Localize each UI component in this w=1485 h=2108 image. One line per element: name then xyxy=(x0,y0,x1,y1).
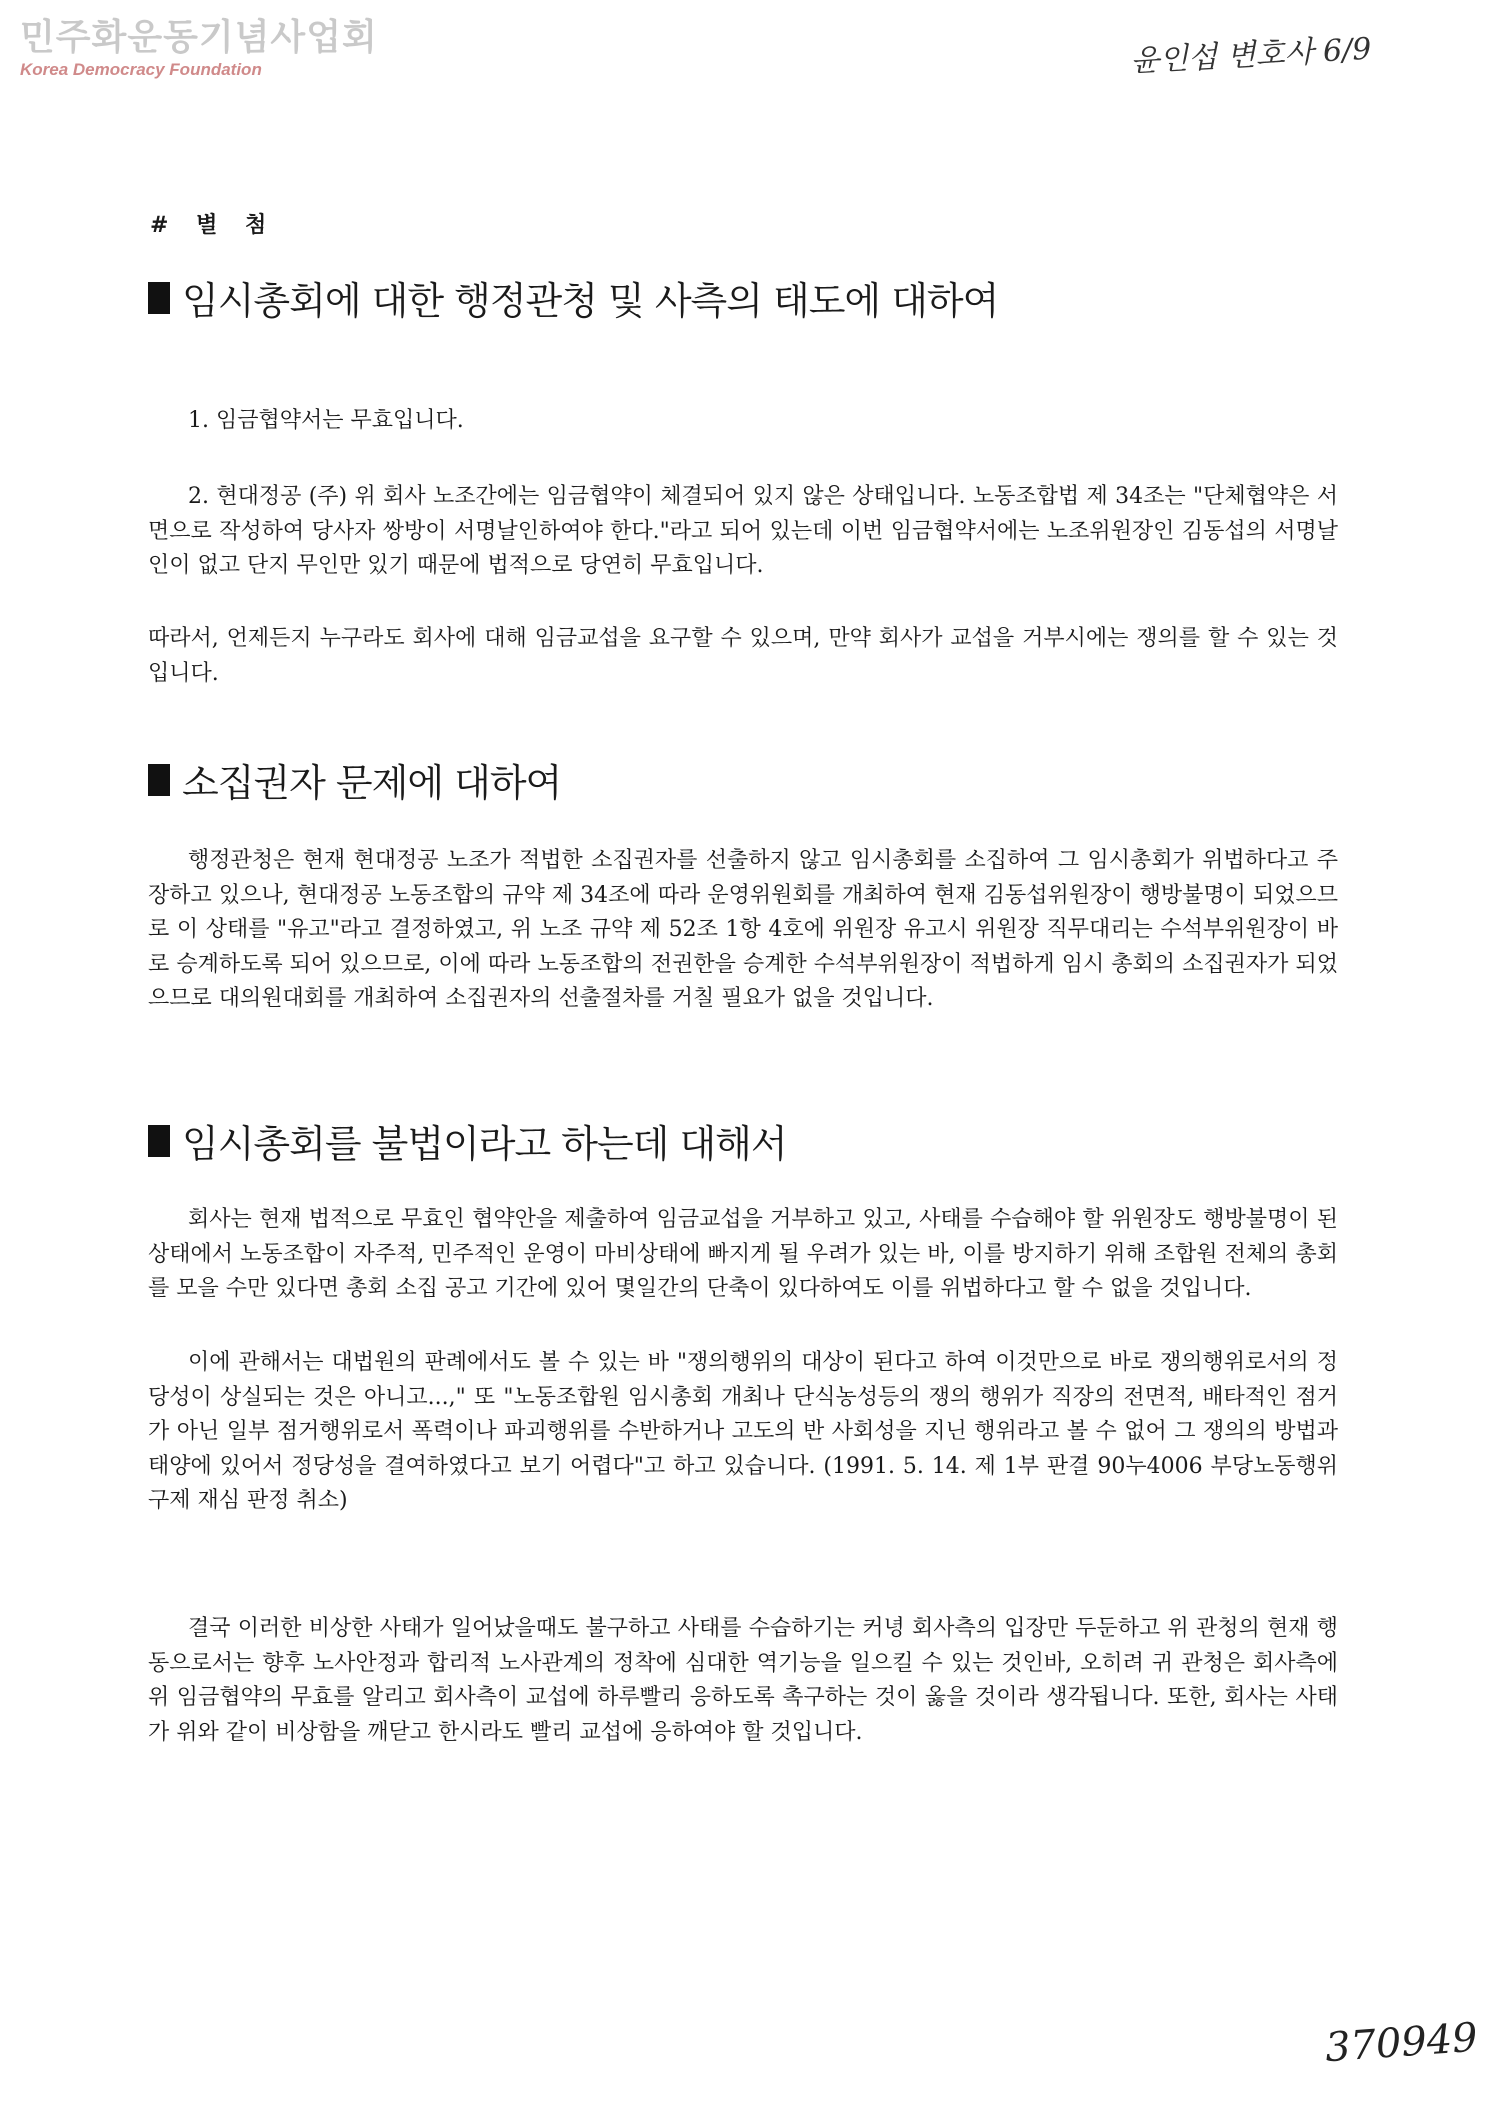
section-1-heading xyxy=(148,270,998,325)
section-2-body: 행정관청은 현재 현대정공 노조가 적법한 소집권자를 선출하지 않고 임시총회를 소집하여 그 임시총회가 위법하다고 주장하고 있으나, 현대정공 노동조합의 규약 제 34조에 따라 운영위원회를 개최하여 현재 김동섭위원장이 행방불명이 되었으므로 이 상태를 "유고"라고 결정하였고, 위 노조 규약 제 52조 1항 4호에 위원장 유고시 위원장 직무대리는 수석부위원장이 바로 승계하도록 되어 있으므로, 이에 따라 노동조합의 전권한을 승계한 수석부위원장이 적법하게 임시 총회의 소집권자가 되었으므로 대의원대회를 개최하여 소집권자의 선출절차를 거칠 필요가 없을 것입니다. xyxy=(148,848,1338,1012)
section-1-title: 임시총회에 대한 행정관청 및 사측의 태도에 대하여 xyxy=(182,279,999,323)
section-2-title: 소집권자 문제에 대하여 xyxy=(182,761,562,805)
section-marker-icon xyxy=(148,764,170,796)
section-marker-icon xyxy=(148,282,170,314)
section-3-body-2: 이에 관해서는 대법원의 판례에서도 볼 수 있는 바 "쟁의행위의 대상이 된다고 하여 이것만으로 바로 쟁의행위로서의 정당성이 상실되는 것은 아니고...," 또 "노동조합원 임시총회 개최나 단식농성등의 쟁의 행위가 직장의 전면적, 배타적인 점거가 아닌 일부 점거행위로서 폭력이나 파괴행위를 수반하거나 고도의 반 사회성을 지닌 행위라고 볼 수 없어 그 쟁의의 방법과 태양에 있어서 정당성을 결여하였다고 보기 어렵다"고 하고 있습니다. (1991. 5. 14. 제 1부 판결 90누4006 부당노동행위 구제 재심 판정 취소) xyxy=(148,1350,1338,1514)
handwritten-page-number: 370949 xyxy=(1323,2014,1480,2072)
section-1-item-1: 1. 임금협약서는 무효입니다. xyxy=(188,408,464,433)
section-3-body-3: 결국 이러한 비상한 사태가 일어났을때도 불구하고 사태를 수습하기는 커녕 회사측의 입장만 두둔하고 위 관청의 현재 행동으로서는 향후 노사안정과 합리적 노사관계의 정착에 심대한 역기능을 일으킬 수 있는 것인바, 오히려 귀 관청은 회사측에 위 임금협약의 무효를 알리고 회사측이 교섭에 하루빨리 응하도록 촉구하는 것이 옳을 것이라 생각됩니다. 또한, 회사는 사태가 위와 같이 비상함을 깨닫고 한시라도 빨리 교섭에 응하여야 할 것입니다. xyxy=(148,1616,1338,1745)
foundation-watermark xyxy=(20,18,378,80)
watermark-korean: 민주화운동기념사업회 xyxy=(20,17,378,58)
section-3-title: 임시총회를 불법이라고 하는데 대해서 xyxy=(182,1122,787,1166)
section-3-body-1: 회사는 현재 법적으로 무효인 협약안을 제출하여 임금교섭을 거부하고 있고, 사태를 수습해야 할 위원장도 행방불명이 된 상태에서 노동조합이 자주적, 민주적인 운영이 마비상태에 빠지게 될 우려가 있는 바, 이를 방지하기 위해 조합원 전체의 총회를 모을 수만 있다면 총회 소집 공고 기간에 있어 몇일간의 단축이 있다하여도 이를 위법하다고 할 수 없을 것입니다. xyxy=(148,1207,1338,1302)
section-1-item-2: 2. 현대정공 (주) 위 회사 노조간에는 임금협약이 체결되어 있지 않은 상태입니다. 노동조합법 제 34조는 "단체협약은 서면으로 작성하여 당사자 쌍방이 서명날인하여야 한다."라고 되어 있는데 이번 임금협약서에는 노조위원장인 김동섭의 서명날인이 없고 단지 무인만 있기 때문에 법적으로 당연히 무효입니다. xyxy=(148,484,1338,579)
section-2-heading xyxy=(148,752,561,807)
section-3-heading xyxy=(148,1113,787,1168)
section-marker-icon xyxy=(148,1125,170,1157)
handwritten-lawyer-note: 윤인섭 변호사 6/9 xyxy=(1129,31,1373,80)
watermark-english: Korea Democracy Foundation xyxy=(20,60,262,79)
appendix-label: # 별 첨 xyxy=(150,212,277,238)
section-1-item-2-continuation: 따라서, 언제든지 누구라도 회사에 대해 임금교섭을 요구할 수 있으며, 만약 회사가 교섭을 거부시에는 쟁의를 할 수 있는 것입니다. xyxy=(148,626,1338,686)
